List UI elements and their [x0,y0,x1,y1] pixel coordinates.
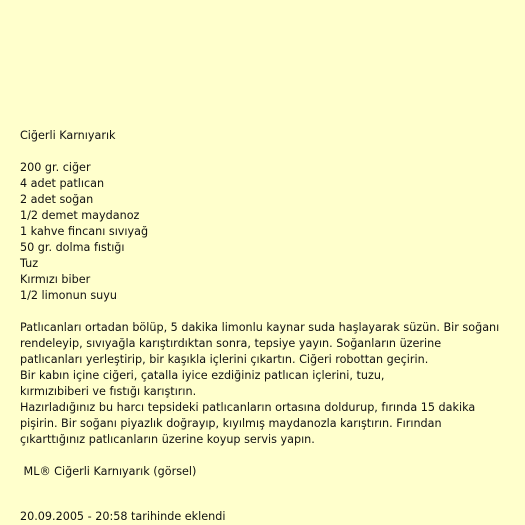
instruction-line: rendeleyip, sıvıyağla karıştırdıktan sonra, tepsiye yayın. Soğanların üzerine [20,337,442,350]
spacer [20,448,520,464]
spacer [20,304,520,320]
recipe-title: Ciğerli Karnıyarık [20,129,116,142]
ingredient-list [20,160,520,304]
ingredient-item: Tuz [20,257,39,270]
ingredient-item: Kırmızı biber [20,273,91,286]
recipe-image-link[interactable]: ML® Ciğerli Karnıyarık (görsel) [20,465,197,478]
spacer [20,144,520,160]
ingredient-item: 4 adet patlıcan [20,177,105,190]
instruction-line: Bir kabın içine ciğeri, çatalla iyice ezdiğiniz patlıcan içlerini, tuzu, [20,369,385,382]
instruction-line: patlıcanları yerleştirip, bir kaşıkla içlerini çıkartın. Ciğeri robottan geçirin. [20,353,429,366]
instruction-line: Hazırladığınız bu harcı tepsideki patlıcanların ortasına doldurup, fırında 15 dakika [20,401,476,414]
instruction-line: pişirin. Bir soğanı piyazlık doğrayıp, kıyılmış maydanozla karıştırın. Fırından [20,417,442,430]
recipe-document [20,128,520,480]
date-added-text: 20.09.2005 - 20:58 tarihinde eklendi [20,510,226,523]
ingredient-item: 1/2 demet maydanoz [20,209,140,222]
instruction-line: çıkarttığınız patlıcanların üzerine koyup servis yapın. [20,433,315,446]
instruction-line: Patlıcanları ortadan bölüp, 5 dakika limonlu kaynar suda haşlayarak süzün. Bir soğanı [20,321,500,334]
ingredient-item: 1/2 limonun suyu [20,289,117,302]
ingredient-item: 200 gr. ciğer [20,161,91,174]
instructions [20,320,520,448]
ingredient-item: 1 kahve fincanı sıvıyağ [20,225,149,238]
ingredient-item: 50 gr. dolma fıstığı [20,241,125,254]
instruction-line: kırmızıbiberi ve fıstığı karıştırın. [20,385,197,398]
ingredient-item: 2 adet soğan [20,193,94,206]
